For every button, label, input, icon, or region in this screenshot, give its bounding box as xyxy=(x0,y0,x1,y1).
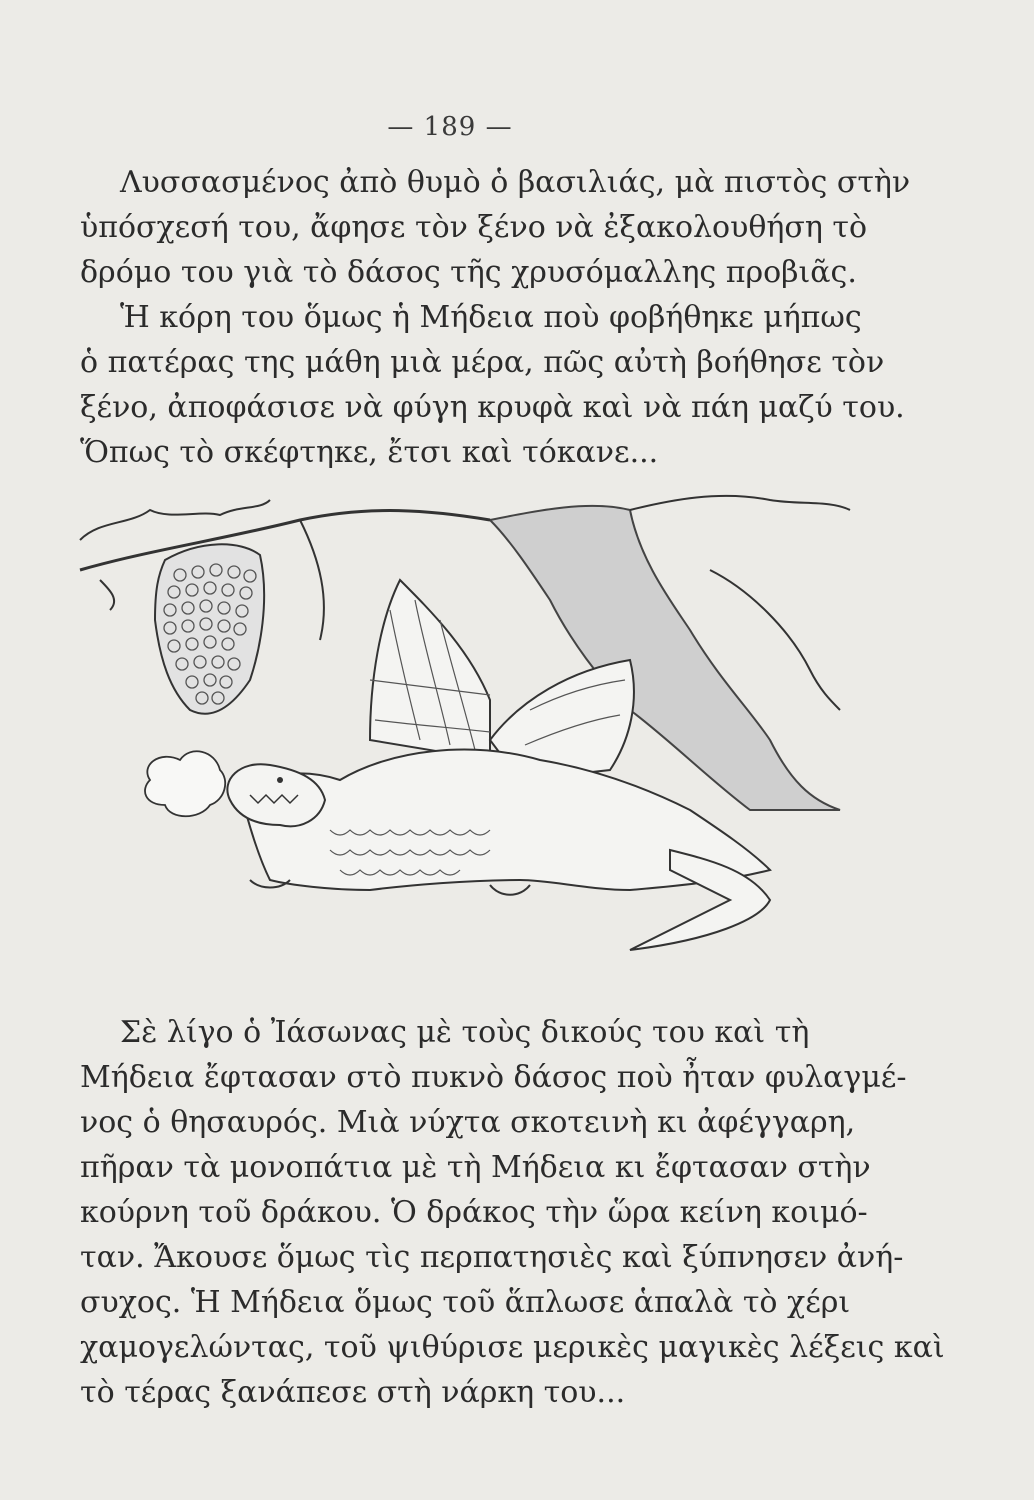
text-line: συχος. Ἡ Μήδεια ὅμως τοῦ ἅπλωσε ἁπαλὰ τὸ χέρι xyxy=(80,1285,851,1320)
paragraph-king xyxy=(80,160,911,295)
dragon-illustration xyxy=(70,480,870,960)
text-line: ξένο, ἀποφάσισε νὰ φύγη κρυφὰ καὶ νὰ πάη μαζύ του. xyxy=(80,390,905,425)
text-line: νος ὁ θησαυρός. Μιὰ νύχτα σκοτεινὴ κι ἀφέγγαρη, xyxy=(80,1105,856,1140)
text-line: τὸ τέρας ξανάπεσε στὴ νάρκη του... xyxy=(80,1375,626,1410)
text-line: Λυσσασμένος ἀπὸ θυμὸ ὁ βασιλιάς, μὰ πιστὸς στὴν xyxy=(120,165,911,200)
text-line: δρόμο του γιὰ τὸ δάσος τῆς χρυσόμαλλης προβιᾶς. xyxy=(80,255,857,290)
page-number: — 189 — xyxy=(387,112,513,142)
tree-branch xyxy=(100,580,114,610)
dragon-foot xyxy=(490,885,530,895)
text-line: ὁ πατέρας της μάθη μιὰ μέρα, πῶς αὐτὴ βοήθησε τὸν xyxy=(80,345,885,380)
text-line: ὑπόσχεσή του, ἄφησε τὸν ξένο νὰ ἐξακολουθήση τὸ xyxy=(80,210,868,245)
tree-branch xyxy=(80,511,490,570)
text-line: Σὲ λίγο ὁ Ἰάσωνας μὲ τοὺς δικούς του καὶ τὴ xyxy=(120,1015,810,1050)
golden-fleece xyxy=(155,544,264,713)
smoke-cloud xyxy=(145,751,225,816)
tree-branch xyxy=(300,520,324,640)
text-line: κούρνη τοῦ δράκου. Ὁ δράκος τὴν ὥρα κείνη κοιμό- xyxy=(80,1195,868,1230)
text-line: πῆραν τὰ μονοπάτια μὲ τὴ Μήδεια κι ἔφτασαν στὴν xyxy=(80,1150,871,1185)
text-line: ταν. Ἄκουσε ὅμως τὶς περπατησιὲς καὶ ξύπνησεν ἀνή- xyxy=(80,1240,904,1275)
paragraph-medea xyxy=(80,295,905,475)
text-line: Μήδεια ἔφτασαν στὸ πυκνὸ δάσος ποὺ ἦταν φυλαγμέ- xyxy=(80,1060,907,1095)
text-line: χαμογελώντας, τοῦ ψιθύρισε μερικὲς μαγικὲς λέξεις καὶ xyxy=(80,1330,945,1365)
dragon-eye xyxy=(277,777,283,783)
text-line: Ἡ κόρη του ὅμως ἡ Μήδεια ποὺ φοβήθηκε μήπως xyxy=(120,300,862,335)
text-line: Ὅπως τὸ σκέφτηκε, ἔτσι καὶ τόκανε... xyxy=(80,435,659,470)
tree-branch xyxy=(630,496,850,510)
paragraph-jason xyxy=(80,1010,945,1415)
